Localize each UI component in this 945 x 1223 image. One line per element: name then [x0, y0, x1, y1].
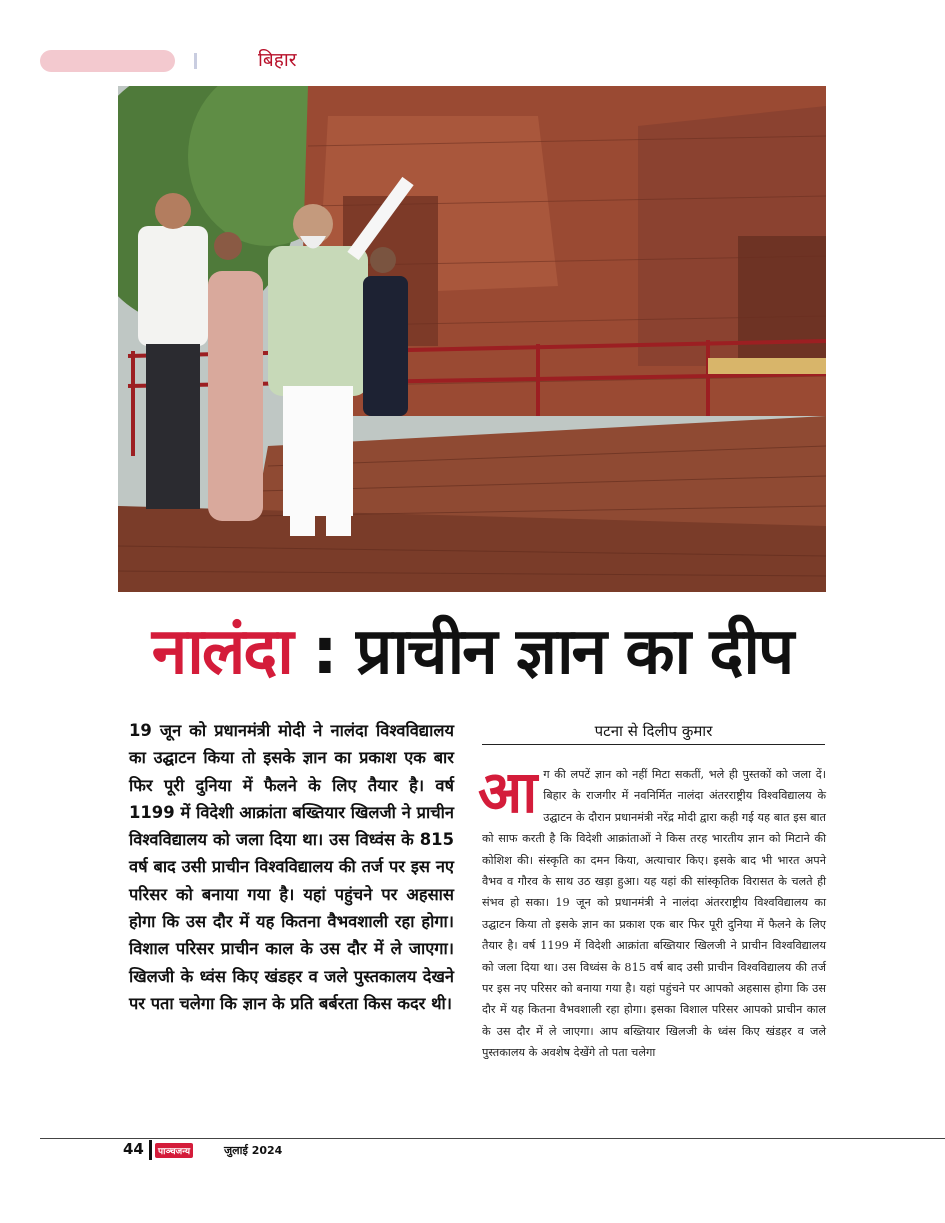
section-tab-pill [40, 50, 175, 72]
article-text: ग की लपटें ज्ञान को नहीं मिटा सकतीं, भले ही पुस्तकों को जला दें। बिहार के राजगीर में नवनिर्मित नालंदा अंतरराष्ट्रीय विश्वविद्यालय के उद्घाटन के दौरान प्रधानमंत्री नरेंद्र मोदी द्वारा कही गई यह बात इस बात को साफ करती है कि विदेशी आक्रांताओं ने किस तरह भारतीय ज्ञान को मिटाने की कोशिश की। संस्कृति का दमन किया, अत्याचार किए। इसके बाद भी भारत अपने वैभव व गौरव के साथ उठ खड़ा हुआ। यह यहां की सांस्कृतिक विरासत के चलते ही संभव हो सका। 19 जून को प्रधानमंत्री ने नालंदा अंतरराष्ट्रीय विश्वविद्यालय का उद्घाटन किया तो इसके ज्ञान का प्रकाश एक बार फिर पूरी दुनिया में फैलने के लिए तैयार है। वर्ष 1199 में विदेशी आक्रांता बख्तियार खिलजी ने प्राचीन विश्वविद्यालय को जला दिया था। उस विध्वंस के 815 वर्ष बाद उसी प्राचीन विश्वविद्यालय की तर्ज पर इस नए परिसर को बनाया गया है। यहां पहुंचने पर आपको अहसास होगा कि उस दौर में यह कितना वैभवशाली रहा होगा। इसका विशाल परिसर आपको प्राचीन काल के उस दौर में ले जाएगा। आप बख्तियार खिलजी के ध्वंस किए खंडहर व जले पुस्तकालय के अवशेष देखेंगे तो पता चलेगा [482, 768, 826, 1060]
section-label: बिहार [258, 49, 297, 71]
footer-divider [40, 1138, 945, 1139]
ruins-scene-illustration [118, 86, 826, 592]
byline: पटना से दिलीप कुमार [594, 722, 713, 740]
drop-cap: आ [478, 758, 538, 826]
page-number: 44 [123, 1140, 144, 1158]
headline-highlight: नालंदा [151, 615, 292, 689]
header-separator [194, 53, 197, 69]
headline-rest: : प्राचीन ज्ञान का दीप [291, 615, 793, 689]
byline-divider [482, 744, 825, 745]
intro-text: 19 जून को प्रधानमंत्री मोदी ने नालंदा विश्वविद्यालय का उद्घाटन किया तो इसके ज्ञान का प्रकाश एक बार फिर पूरी दुनिया में फैलने के लिए तैयार है। वर्ष 1199 में विदेशी आक्रांता बख्तियार खिलजी ने प्राचीन विश्वविद्यालय को जला दिया था। उस विध्वंस के 815 वर्ष बाद उसी प्राचीन विश्वविद्यालय की तर्ज पर इस नए परिसर को बनाया गया है। यहां पहुंचने पर अहसास होगा कि उस दौर में यह कितना वैभवशाली रहा होगा। विशाल परिसर प्राचीन काल के उस दौर में ले जाएगा। खिलजी के ध्वंस किए खंडहर व जले पुस्तकालय देखने पर पता चलेगा कि ज्ञान के प्रति बर्बरता किस कदर थी। [129, 721, 454, 1013]
lead-photo [118, 86, 826, 592]
footer-separator [149, 1140, 152, 1160]
headline [118, 612, 826, 692]
issue-date: जुलाई 2024 [224, 1144, 283, 1157]
magazine-logo: पाञ्चजन्य [155, 1143, 193, 1158]
article-body [478, 758, 826, 1064]
